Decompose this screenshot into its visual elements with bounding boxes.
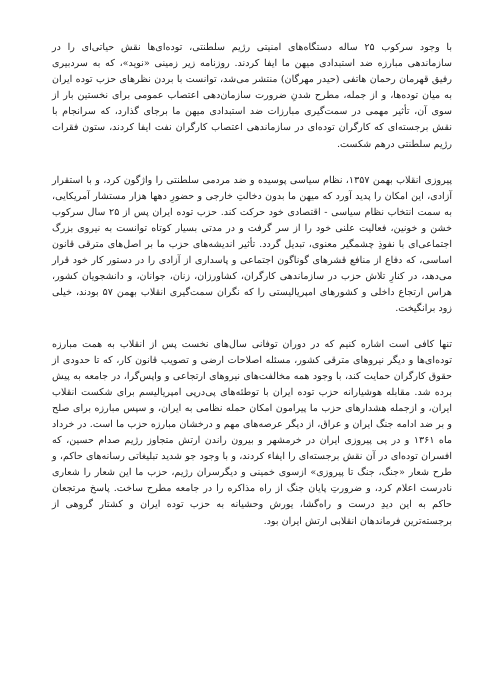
paragraph-2: پیروزی انقلاب بهمن ۱۳۵۷، نظام سیاسی پوسیده و ضد مردمی سلطنتی را واژگون کرد، و با استقرار آزادی، این امکان را پدید آورد که میهن ما بدون دخالتِ خارجی و حضورِ دهها هزار مستشار آمریکایی، به سمت انتخاب نظام سیاسی - اقتصادی خود حرکت کند. حزب توده ایران پس از ۲۵ سال سرکوب خشن و خونین، فعالیت علنی خود را از سر گرفت و در مدتی بسیار کوتاه توانست به نیروی بزرگ اجتماعی‌ای با نفوذِ چشمگیر معنوی، تبدیل گردد. تأثیر اندیشه‌های حزب ما بر اصل‌های مترقی قانون اساسی، که دفاع از منافع قشرهای گوناگون اجتماعی و پاسداری از آزادی را در دستور کار خود قرار می‌دهد، در کنارِ تلاش حزب در سازماندهی کارگران، کشاورزان، زنان، جوانان، و دانشجویان کشور، هراس ارتجاع داخلی و کشورهای امپریالیستی را که نگران سمت‌گیری انقلاب بهمن ۵۷ بودند، خیلی زود برانگیخت. (52, 174, 453, 315)
paragraph-3: تنها کافی است اشاره کنیم که در دوران توفانی سال‌های نخست پس از انقلاب به همت مبارزه توده‌ای‌ها و دیگر نیروهای مترقی کشور، مسئله اصلاحات ارضی و تصویب قانون کار، که تا حدودی از حقوق کارگران حمایت کند، با وجود همه مخالفت‌های نیروهای ارتجاعی و واپس‌گرا، در جامعه به پیش برده شد. مقابله هوشیارانه حزب توده ایران با توطئه‌های پی‌درپی امپریالیسم برای شکست انقلاب ایران، و ازجمله هشدارهای حزب ما پیرامون امکان حمله نظامی به ایران، و سپس مبارزه برای صلح و بر ضد ادامه جنگ ایران و عراق، از دیگر عرصه‌های مهم و درخشان مبارزه حزب ما است. در خرداد ماه ۱۳۶۱ و در پی پیروزی ایران در خرمشهر و بیرون راندن ارتش متجاوز رژیم صدام حسین، که افسران توده‌ای در آن نقش برجسته‌ای را ایفاء کردند، و با وجود جو شدید تبلیغاتی رسانه‌های حاکم، و طرح شعار «جنگ، جنگ تا پیروزی» ازسوی خمینی و دیگرسران رژیم، حزب ما این شعار را شعاری نادرست اعلام کرد، و ضرورتِ پایان جنگ از راه مذاکره را در جامعه مطرح ساخت. پاسخ مرتجعان حاکم به این دیدِ درست و راه‌گشا، یورش وحشیانه به حزب توده ایران و کشتار گروهی از برجسته‌ترین فرماندهان انقلابی ارتش ایران بود. (52, 338, 453, 527)
paragraph-1: با وجود سرکوب ۲۵ ساله دستگاه‌های امنیتی رژیم سلطنتی، توده‌ای‌ها نقش حیاتی‌ای را در سازماندهی مبارزه ضد استبدادی میهن ما ایفا کردند. روزنامه زیر زمینی «نوید»، که به سردبیری رفیق قهرمان رحمان هاتفی (حیدر مهرگان) منتشر می‌شد، توانست با بردن نظرهای حزب توده ایران به میان توده‌ها، و از جمله، مطرح شدنِ ضرورت سازمان‌دهی اعتصاب عمومی برای نخستین بار از سوی آن، تأثیر مهمی در سمت‌گیری مبارزات ضد استبدادی میهن ما برجای گذارد، که سرانجام با نقش برجسته‌ای که کارگران توده‌ای در سازماندهی اعتصاب کارگران نفت ایفا کردند، ستون فقرات رژیم سلطنتی درهم شکست. (52, 42, 452, 150)
document-page (52, 40, 452, 530)
